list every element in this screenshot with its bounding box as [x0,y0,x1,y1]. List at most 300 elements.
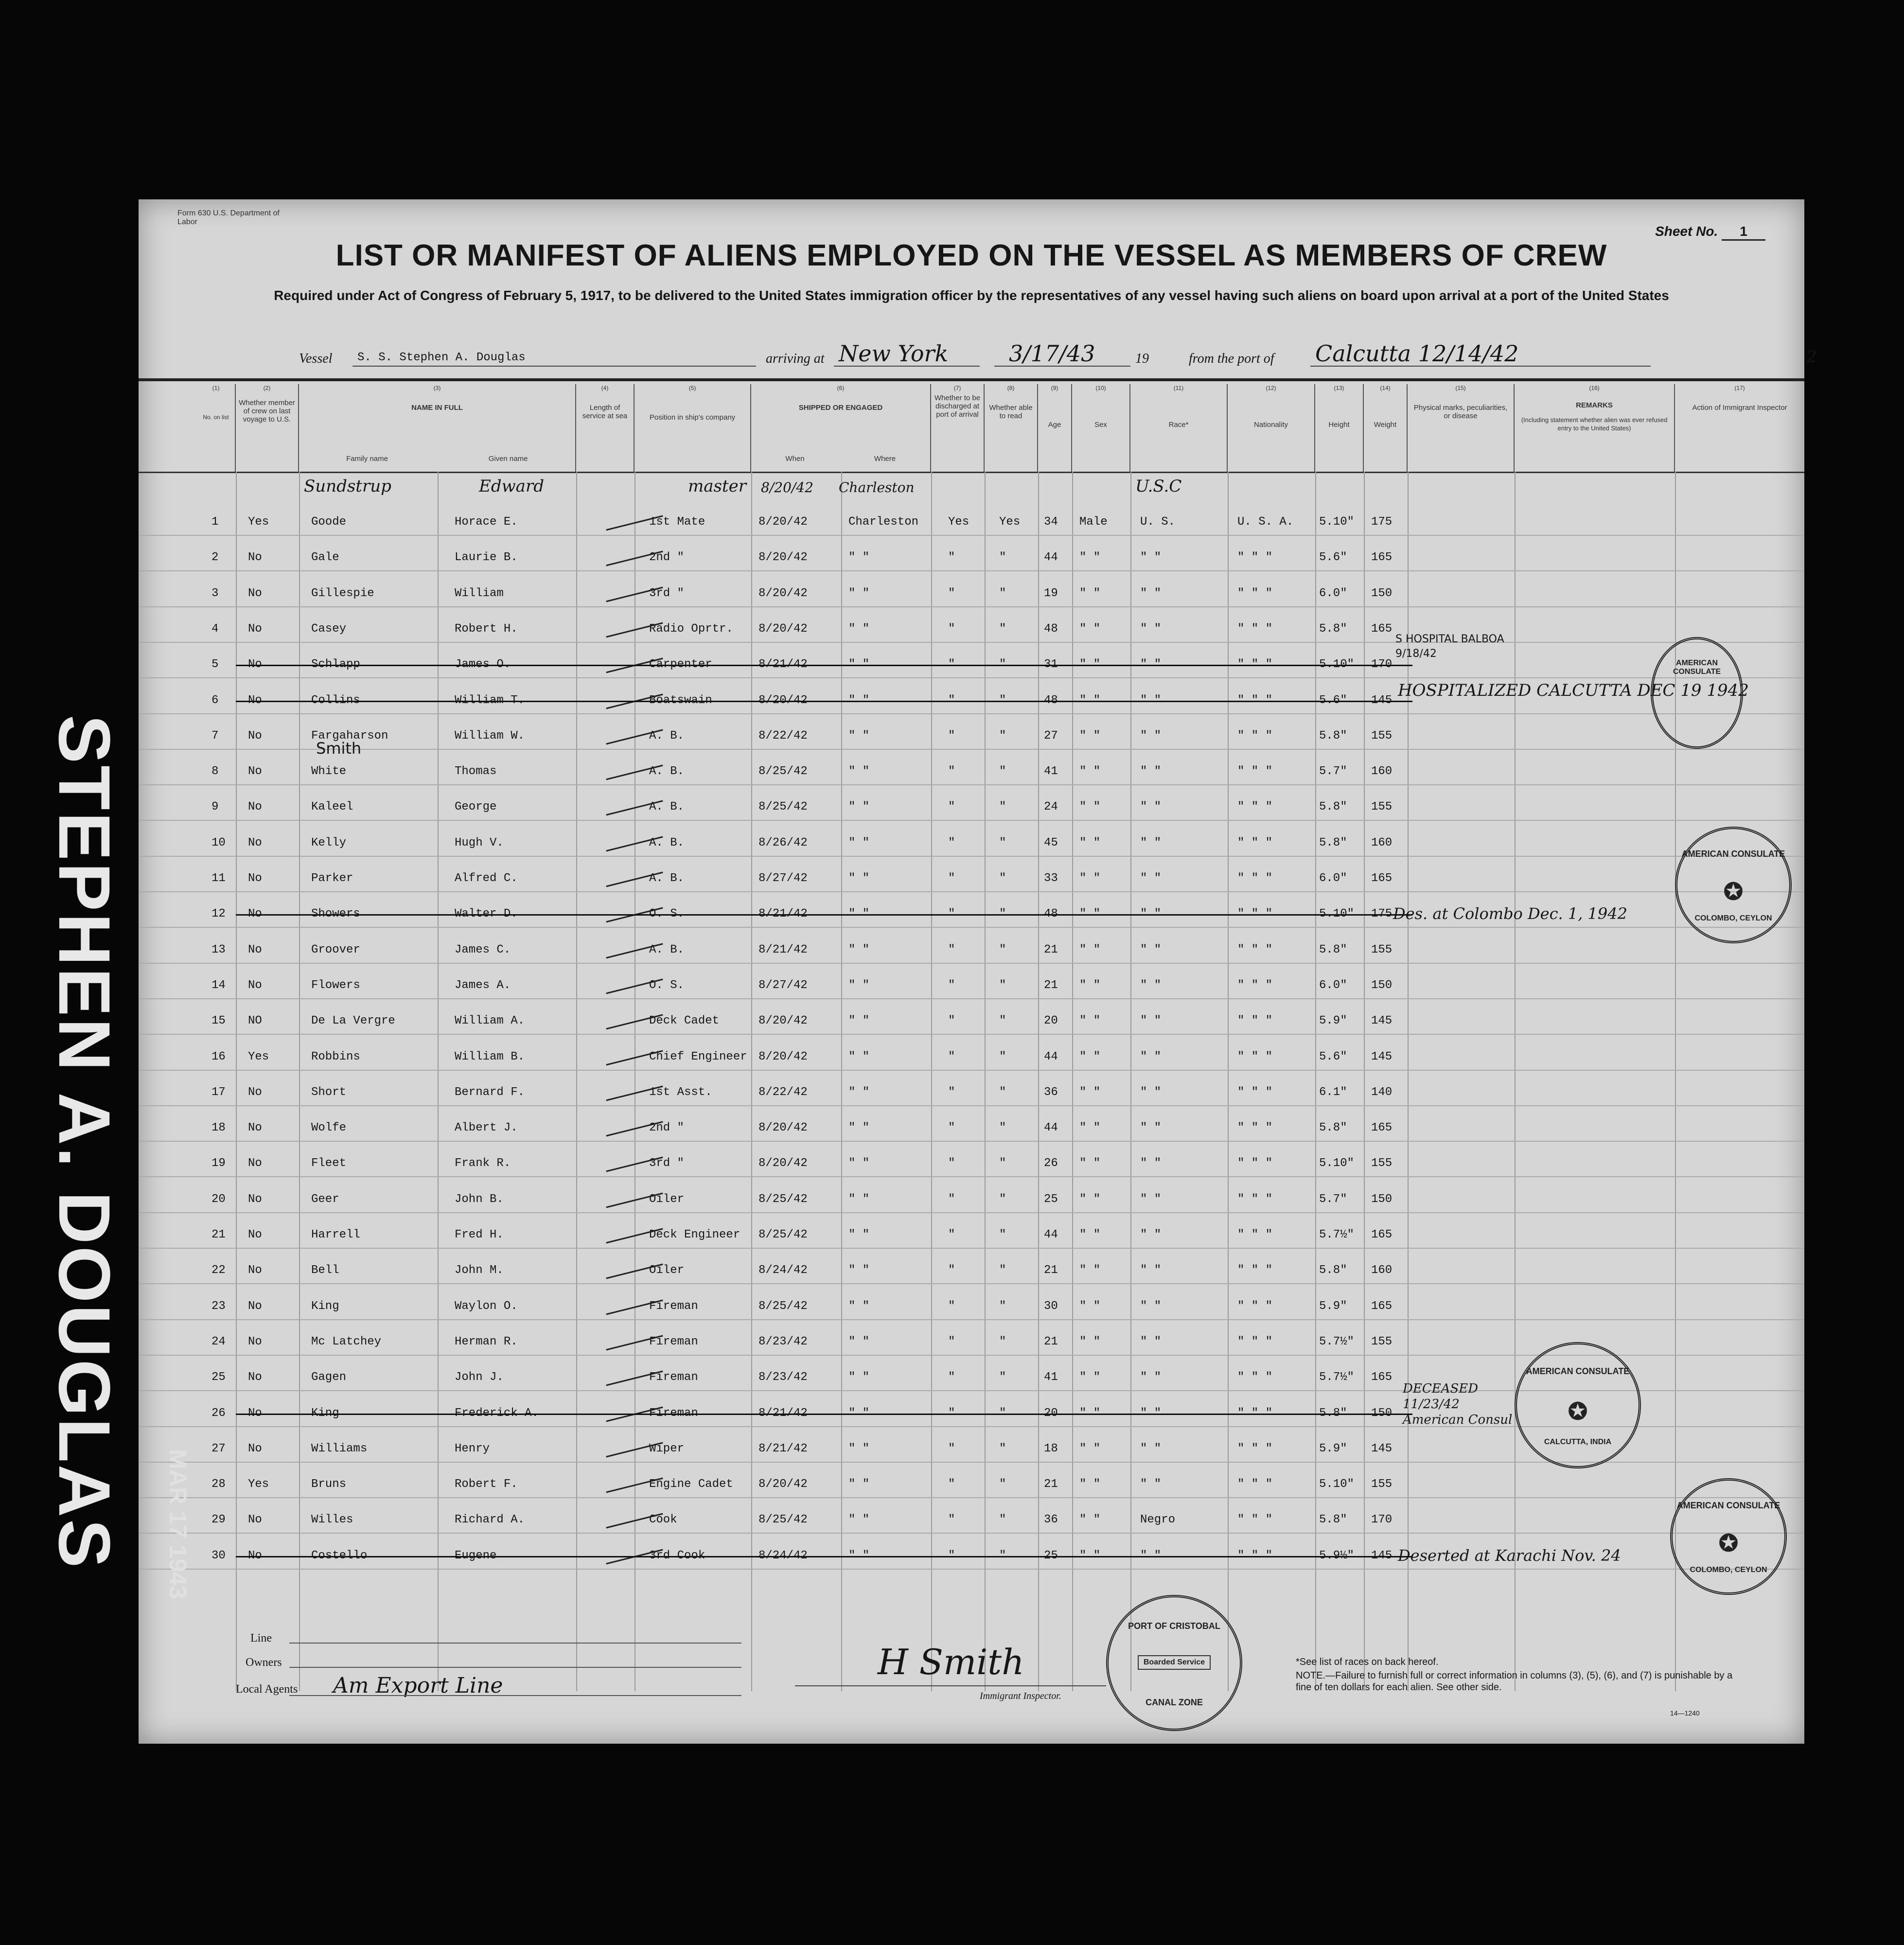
last-voyage-cell: No [248,979,262,992]
shipped-when-cell: 8/24/42 [758,1264,808,1277]
last-voyage-cell: No [248,1300,262,1313]
last-voyage-cell: No [248,1086,262,1099]
given-name-cell: Henry [455,1442,490,1455]
hospital-calcutta-note: HOSPITALIZED CALCUTTA DEC 19 1942 [1398,681,1749,700]
weight-cell: 165 [1371,622,1393,636]
last-voyage-cell: No [248,943,262,956]
row-number: 21 [212,1228,226,1241]
height-cell: 5.7½" [1319,1371,1355,1384]
strike-through-line [236,665,1412,666]
age-cell: 19 [1044,587,1058,600]
given-name-cell: John J. [455,1371,504,1384]
sex-cell: " " [1079,943,1101,956]
given-name-cell: Laurie B. [455,551,518,564]
shipped-when-cell: 8/20/42 [758,515,808,529]
row-number: 29 [212,1513,226,1526]
read-cell: " [999,943,1006,956]
weight-cell: 155 [1371,1157,1393,1170]
col-header-discharged: (7) Whether to be discharged at port of arrival [931,384,985,472]
col-header-action: (17) Action of Immigrant Inspector [1692,385,1787,412]
sex-cell: " " [1079,1228,1101,1241]
family-name-cell: Robbins [311,1050,360,1063]
shipped-where-cell: " " [848,1157,870,1170]
position-cell: A. B. [649,729,685,743]
discharged-cell: " [948,1335,955,1348]
weight-cell: 165 [1371,872,1393,885]
shipped-when-cell: 8/23/42 [758,1371,808,1384]
nationality-cell: " " " [1237,979,1273,992]
family-name-cell: Gale [311,551,339,564]
age-cell: 33 [1044,872,1058,885]
family-name-cell: Fleet [311,1157,347,1170]
position-cell: Fireman [649,1300,698,1313]
consulate-stamp: AMERICAN CONSULATE [1651,637,1743,749]
given-name-cell: James C. [455,943,511,956]
last-voyage-cell: Yes [248,515,269,529]
shipped-where-cell: " " [848,1086,870,1099]
shipped-where-cell: " " [848,1335,870,1348]
row-number: 11 [212,872,226,885]
discharged-cell: " [948,587,955,600]
family-name-cell: Willes [311,1513,353,1526]
sex-cell: " " [1079,587,1101,600]
last-voyage-cell: NO [248,1014,262,1027]
date-stamp: MAR 17 1943 [164,1449,192,1599]
shipped-where-cell: Charleston [848,515,919,529]
family-name-cell: Goode [311,515,347,529]
height-cell: 5.8" [1319,1513,1347,1526]
age-cell: 36 [1044,1086,1058,1099]
family-name-cell: De La Vergre [311,1014,395,1027]
family-name-cell: King [311,1300,339,1313]
age-cell: 41 [1044,765,1058,778]
race-cell: " " [1140,1442,1162,1455]
sheet-value: 1 [1722,224,1765,241]
position-cell: 3rd " [649,587,685,600]
age-cell: 21 [1044,943,1058,956]
position-cell: O. S. [649,979,685,992]
shipped-when-cell: 8/22/42 [758,729,808,743]
arriving-port: New York [839,340,949,367]
read-cell: " [999,551,1006,564]
weight-cell: 165 [1371,1300,1393,1313]
position-cell: 1st Mate [649,515,705,529]
row-number: 23 [212,1300,226,1313]
age-cell: 24 [1044,800,1058,813]
last-voyage-cell: No [248,587,262,600]
nationality-cell: " " " [1237,551,1273,564]
given-name-cell: George [455,800,497,813]
position-cell: Deck Engineer [649,1228,740,1241]
shipped-where-cell: " " [848,1050,870,1063]
age-cell: 21 [1044,1335,1058,1348]
read-cell: " [999,1513,1006,1526]
race-cell: " " [1140,800,1162,813]
col-header-shipped: (6) SHIPPED OR ENGAGED When Where [751,384,931,472]
read-cell: " [999,1086,1006,1099]
row-number: 26 [212,1407,226,1420]
position-cell: A. B. [649,836,685,849]
consulate-stamp: AMERICAN CONSULATE ✪ CALCUTTA, INDIA [1515,1342,1641,1468]
col-header-service: (4) Length of service at sea [576,384,635,472]
master-position: master [688,477,746,496]
race-cell: " " [1140,1264,1162,1277]
position-cell: A. B. [649,765,685,778]
sex-cell: " " [1079,872,1101,885]
discharged-cell: " [948,872,955,885]
sex-cell: " " [1079,765,1101,778]
position-cell: Chief Engineer [649,1050,747,1063]
shipped-when-cell: 8/20/42 [758,1121,808,1134]
read-cell: " [999,1157,1006,1170]
height-cell: 5.7" [1319,1193,1347,1206]
age-cell: 36 [1044,1513,1058,1526]
age-cell: 30 [1044,1300,1058,1313]
master-when: 8/20/42 [761,479,813,495]
weight-cell: 145 [1371,1050,1393,1063]
col-header-sex: (10) Sex [1072,384,1130,472]
nationality-cell: " " " [1237,729,1273,743]
shipped-when-cell: 8/20/42 [758,1478,808,1491]
position-cell: Deck Cadet [649,1014,720,1027]
position-cell: Wiper [649,1442,685,1455]
nationality-cell: " " " [1237,1371,1273,1384]
read-cell: " [999,979,1006,992]
position-cell: A. B. [649,800,685,813]
shipped-where-cell: " " [848,1478,870,1491]
shipped-where-cell: " " [848,1513,870,1526]
strike-through-line [236,914,1412,916]
height-cell: 5.6" [1319,551,1347,564]
height-cell: 5.8" [1319,836,1347,849]
last-voyage-cell: No [248,872,262,885]
shipped-when-cell: 8/27/42 [758,872,808,885]
row-number: 15 [212,1014,226,1027]
form-id: Form 630 U.S. Department of Labor [177,209,280,226]
position-cell: A. B. [649,872,685,885]
height-cell: 6.0" [1319,587,1347,600]
weight-cell: 155 [1371,1478,1393,1491]
sex-cell: " " [1079,1300,1101,1313]
race-cell: " " [1140,622,1162,636]
col-header-no: (1) No. on list [197,384,236,472]
sex-cell: " " [1079,1157,1101,1170]
race-cell: " " [1140,729,1162,743]
last-voyage-cell: Yes [248,1478,269,1491]
from-port: Calcutta 12/14/42 [1315,340,1519,367]
age-cell: 21 [1044,1264,1058,1277]
family-name-cell: Kelly [311,836,347,849]
race-cell: " " [1140,765,1162,778]
weight-cell: 155 [1371,1335,1393,1348]
shipped-where-cell: " " [848,979,870,992]
row-number: 22 [212,1264,226,1277]
family-name-cell: White [311,765,347,778]
height-cell: 5.8" [1319,729,1347,743]
read-cell: " [999,1121,1006,1134]
shipped-when-cell: 8/27/42 [758,979,808,992]
arriving-label: arriving at [766,351,825,366]
col-header-physical-marks: (15) Physical marks, peculiarities, or disease [1408,384,1515,472]
discharged-cell: " [948,943,955,956]
given-name-cell: Thomas [455,765,497,778]
shipped-where-cell: " " [848,1014,870,1027]
position-cell: A. B. [649,943,685,956]
family-name-cell: Casey [311,622,347,636]
position-cell: Engine Cadet [649,1478,733,1491]
weight-cell: 165 [1371,1228,1393,1241]
weight-cell: 150 [1371,1193,1393,1206]
sex-cell: " " [1079,1193,1101,1206]
read-cell: " [999,1442,1006,1455]
height-cell: 5.8" [1319,1121,1347,1134]
colombo-note: Des. at Colombo Dec. 1, 1942 [1393,904,1627,923]
height-cell: 5.8" [1319,943,1347,956]
position-cell: Fireman [649,1371,698,1384]
read-cell: " [999,765,1006,778]
given-name-cell: Frank R. [455,1157,511,1170]
last-voyage-cell: No [248,765,262,778]
row-number: 18 [212,1121,226,1134]
shipped-where-cell: " " [848,1442,870,1455]
age-cell: 41 [1044,1371,1058,1384]
discharged-cell: " [948,800,955,813]
race-cell: " " [1140,1121,1162,1134]
discharged-cell: " [948,1228,955,1241]
nationality-cell: " " " [1237,587,1273,600]
sex-cell: " " [1079,551,1101,564]
given-name-cell: Waylon O. [455,1300,518,1313]
agents-value: Am Export Line [333,1673,503,1698]
age-cell: 18 [1044,1442,1058,1455]
read-cell: " [999,836,1006,849]
race-cell: " " [1140,979,1162,992]
height-cell: 5.6" [1319,1050,1347,1063]
race-cell: " " [1140,943,1162,956]
sex-cell: " " [1079,1478,1101,1491]
age-cell: 44 [1044,1228,1058,1241]
race-cell: " " [1140,1300,1162,1313]
given-name-cell: William [455,587,504,600]
sex-cell: " " [1079,1086,1101,1099]
sex-cell: " " [1079,979,1101,992]
family-name-cell: Mc Latchey [311,1335,382,1348]
age-cell: 27 [1044,729,1058,743]
shipped-where-cell: " " [848,587,870,600]
discharged-cell: " [948,622,955,636]
age-cell: 44 [1044,551,1058,564]
last-voyage-cell: No [248,551,262,564]
deceased-note: DECEASED 11/23/42 American Consul [1403,1381,1513,1427]
nationality-cell: " " " [1237,1442,1273,1455]
sex-cell: " " [1079,1513,1101,1526]
strike-through-line [236,701,1412,702]
given-name-cell: William A. [455,1014,525,1027]
nationality-cell: " " " [1237,1478,1273,1491]
last-voyage-cell: No [248,800,262,813]
col-header-nationality: (12) Nationality [1228,384,1315,472]
age-cell: 34 [1044,515,1058,529]
discharged-cell: " [948,836,955,849]
family-name-cell: Parker [311,872,353,885]
read-cell: " [999,1014,1006,1027]
given-name-cell: Alfred C. [455,872,518,885]
read-cell: " [999,872,1006,885]
shipped-when-cell: 8/20/42 [758,1014,808,1027]
age-cell: 21 [1044,1478,1058,1491]
weight-cell: 155 [1371,729,1393,743]
shipped-where-cell: " " [848,1264,870,1277]
row-number: 12 [212,907,226,920]
shipped-when-cell: 8/23/42 [758,1335,808,1348]
page-title: LIST OR MANIFEST OF ALIENS EMPLOYED ON THE VESSEL AS MEMBERS OF CREW [335,239,1607,272]
shipped-where-cell: " " [848,1193,870,1206]
discharged-cell: " [948,1442,955,1455]
race-cell: " " [1140,1014,1162,1027]
given-name-cell: Hugh V. [455,836,504,849]
discharged-cell: " [948,1478,955,1491]
age-cell: 44 [1044,1121,1058,1134]
age-cell: 20 [1044,1014,1058,1027]
col-header-height: (13) Height [1315,384,1364,472]
shipped-when-cell: 8/21/42 [758,943,808,956]
position-cell: Oiler [649,1193,685,1206]
height-cell: 6.1" [1319,1086,1347,1099]
row-number: 6 [212,694,219,707]
height-cell: 5.8" [1319,1264,1347,1277]
nationality-cell: " " " [1237,1228,1273,1241]
shipped-where-cell: " " [848,729,870,743]
given-name-cell: Bernard F. [455,1086,525,1099]
nationality-cell: " " " [1237,1157,1273,1170]
discharged-cell: " [948,551,955,564]
row-number: 27 [212,1442,226,1455]
race-cell: " " [1140,836,1162,849]
height-cell: 5.8" [1319,622,1347,636]
voyage-line [299,340,1817,370]
given-name-cell: Albert J. [455,1121,518,1134]
family-name-cell: Gillespie [311,587,374,600]
agents-label: Local Agents [236,1683,298,1696]
discharged-cell: " [948,1086,955,1099]
discharged-cell: " [948,1300,955,1313]
strike-through-line [236,1556,1412,1557]
race-cell: " " [1140,1478,1162,1491]
family-name-cell: Harrell [311,1228,360,1241]
race-cell: " " [1140,1050,1162,1063]
race-cell: Negro [1140,1513,1176,1526]
weight-cell: 175 [1371,515,1393,529]
given-name-cell: Robert F. [455,1478,518,1491]
shipped-where-cell: " " [848,1300,870,1313]
weight-cell: 165 [1371,1121,1393,1134]
last-voyage-cell: No [248,1157,262,1170]
given-name-cell: Richard A. [455,1513,525,1526]
row-number: 19 [212,1157,226,1170]
position-cell: 2nd " [649,1121,685,1134]
position-cell: 3rd " [649,1157,685,1170]
weight-cell: 150 [1371,979,1393,992]
vessel-name: S. S. Stephen A. Douglas [357,351,526,364]
given-name-cell: James A. [455,979,511,992]
weight-cell: 150 [1371,587,1393,600]
height-cell: 5.10" [1319,515,1355,529]
discharged-cell: " [948,1157,955,1170]
family-name-cell: Short [311,1086,347,1099]
given-name-cell: Robert H. [455,622,518,636]
discharged-cell: " [948,1193,955,1206]
weight-cell: 160 [1371,765,1393,778]
sex-cell: " " [1079,1121,1101,1134]
shipped-when-cell: 8/22/42 [758,1086,808,1099]
from-label: from the port of [1189,351,1274,366]
consulate-stamp: AMERICAN CONSULATE ✪ COLOMBO, CEYLON [1670,1478,1787,1595]
nationality-cell: " " " [1237,836,1273,849]
nationality-cell: " " " [1237,1050,1273,1063]
shipped-when-cell: 8/25/42 [758,1300,808,1313]
shipped-where-cell: " " [848,622,870,636]
nationality-cell: " " " [1237,1335,1273,1348]
shipped-where-cell: " " [848,765,870,778]
shipped-when-cell: 8/25/42 [758,765,808,778]
row-number: 10 [212,836,226,849]
nationality-cell: " " " [1237,800,1273,813]
last-voyage-cell: No [248,1264,262,1277]
races-note: *See list of races on back hereof. [1296,1657,1439,1667]
height-cell: 5.7½" [1319,1228,1355,1241]
consulate-stamp: AMERICAN CONSULATE ✪ COLOMBO, CEYLON [1675,827,1792,943]
race-cell: " " [1140,1086,1162,1099]
shipped-when-cell: 8/20/42 [758,1157,808,1170]
col-header-position: (5) Position in ship's company [635,384,751,472]
height-cell: 5.7½" [1319,1335,1355,1348]
weight-cell: 155 [1371,943,1393,956]
race-cell: " " [1140,1371,1162,1384]
discharged-cell: " [948,1050,955,1063]
shipped-when-cell: 8/20/42 [758,1050,808,1063]
arrival-date: 3/17/43 [1009,340,1095,367]
height-cell: 5.9" [1319,1014,1347,1027]
sex-cell: " " [1079,836,1101,849]
read-cell: Yes [999,515,1021,529]
height-cell: 5.7" [1319,765,1347,778]
shipped-when-cell: 8/20/42 [758,587,808,600]
sex-cell: " " [1079,1264,1101,1277]
read-cell: " [999,1228,1006,1241]
row-number: 28 [212,1478,226,1491]
sex-cell: " " [1079,1050,1101,1063]
row-number: 3 [212,587,219,600]
last-voyage-cell: No [248,1513,262,1526]
weight-cell: 160 [1371,836,1393,849]
race-cell: U. S. [1140,515,1176,529]
nationality-cell: " " " [1237,1193,1273,1206]
height-cell: 5.9" [1319,1442,1347,1455]
discharged-cell: " [948,765,955,778]
nationality-cell: " " " [1237,622,1273,636]
family-name-cell: Geer [311,1193,339,1206]
shipped-when-cell: 8/25/42 [758,1193,808,1206]
row-number: 9 [212,800,219,813]
sex-cell: " " [1079,800,1101,813]
shipped-when-cell: 8/25/42 [758,800,808,813]
sex-cell: " " [1079,1335,1101,1348]
age-cell: 45 [1044,836,1058,849]
race-cell: " " [1140,1157,1162,1170]
discharged-cell: " [948,1121,955,1134]
row-number: 4 [212,622,219,636]
read-cell: " [999,1300,1006,1313]
